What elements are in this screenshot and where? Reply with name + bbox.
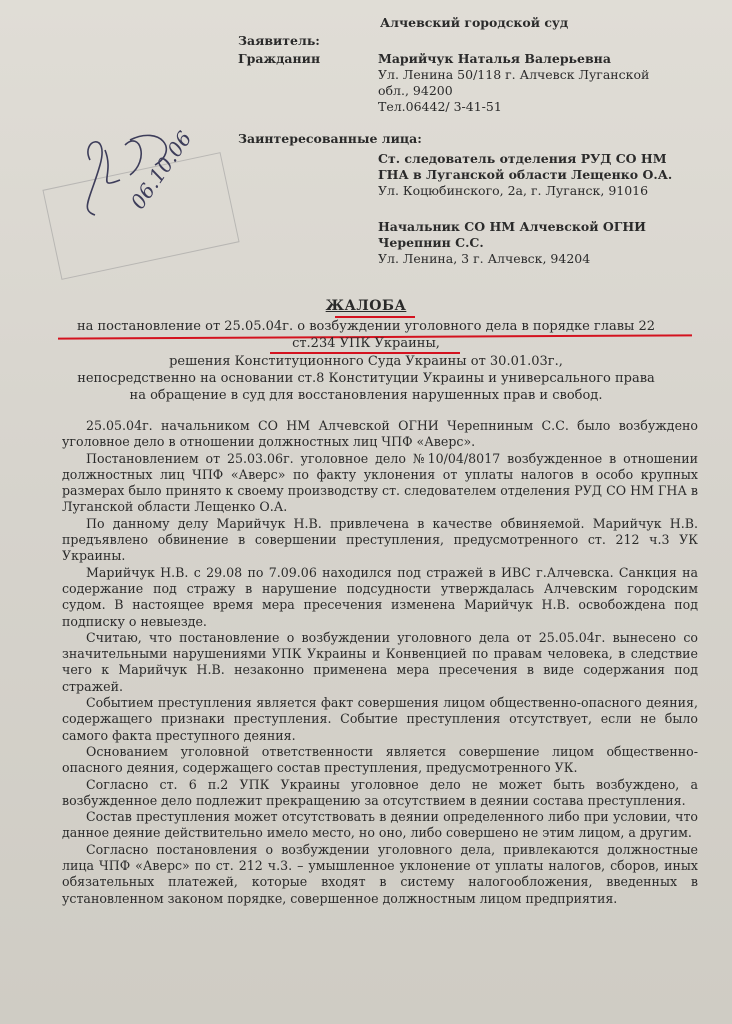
court-name: Алчевский городской суд: [380, 15, 569, 30]
party2-address: Ул. Ленина, 3 г. Алчевск, 94204: [378, 251, 591, 266]
party2-line2: Черепнин С.С.: [378, 235, 484, 250]
applicant-name: Марийчук Наталья Валерьевна: [378, 51, 611, 66]
applicant-address-line1: Ул. Ленина 50/118 г. Алчевск Луганской: [378, 67, 650, 82]
subtitle-line5: на обращение в суд для восстановления нарушенных прав и свобод.: [129, 388, 603, 403]
paragraph: Основанием уголовной ответственности является совершение лицом общественно-опасного деяния, содержащего состав преступления, предусмотренного УК.: [62, 743, 698, 776]
paragraph: Событием преступления является факт совершения лицом общественно-опасного деяния, содержащего признаки преступления. Событие преступления отсутствует, если не было самого факта преступного деяния.: [62, 695, 698, 743]
citizen-label: Гражданин: [238, 51, 321, 66]
paragraph: Согласно ст. 6 п.2 УПК Украины уголовное дело не может быть возбуждено, а возбужденное дело подлежит прекращению за отсутствием в деянии состава преступления.: [62, 776, 698, 808]
handwritten-signature: [70, 120, 210, 240]
paragraph: Состав преступления может отсутствовать в деянии определенного либо при условии, что данное деяние действительно имело место, но оно, либо совершено не этим лицом, а другим.: [62, 809, 698, 841]
party1-address: Ул. Коцюбинского, 2а, г. Луганск, 91016: [378, 183, 649, 198]
complaint-body: [62, 418, 698, 907]
paragraph: Постановлением от 25.03.06г. уголовное дело №10/04/8017 возбужденное в отношении должностных лиц ЧПФ «Аверс» по факту уклонения от уплаты налогов в особо крупных размерах было принято к своему производству ст. следователем отделения РУД СО НМ ГНА в Луганской области Лещенко О.А.: [62, 450, 698, 515]
subtitle-line4: непосредственно на основании ст.8 Конституции Украины и универсального права: [77, 371, 655, 386]
applicant-phone: Тел.06442/ 3-41-51: [378, 99, 502, 114]
paragraph: 25.05.04г. начальником СО НМ Алчевской ОГНИ Черепниным С.С. было возбуждено уголовное дело в отношении должностных лиц ЧПФ «Аверс».: [62, 418, 698, 450]
applicant-address-line2: обл., 94200: [378, 83, 453, 98]
party1-line1: Ст. следователь отделения РУД СО НМ: [378, 151, 667, 166]
signature-date: 06.10.06: [125, 126, 197, 214]
paragraph: Марийчук Н.В. с 29.08 по 7.09.06 находился под стражей в ИВС г.Алчевска. Санкция на содержание под стражу в нарушение подсудности утверждалась Алчевским городским судом. В настоящее время мера пресечения изменена Марийчук Н.В. освобождена под подписку о невыезде.: [62, 564, 698, 629]
applicant-label: Заявитель:: [238, 33, 320, 48]
subtitle-line3: решения Конституционного Суда Украины от 30.01.03г.,: [169, 354, 563, 369]
document-title: ЖАЛОБА: [325, 298, 407, 314]
paragraph: Считаю, что постановление о возбуждении уголовного дела от 25.05.04г. вынесено со значительными нарушениями УПК Украины и Конвенцией по правам человека, в следствие чего к Марийчук Н.В. незаконно применена мера пресечения в виде содержания под стражей.: [62, 629, 698, 694]
subtitle-line1: на постановление от 25.05.04г. о возбуждении уголовного дела в порядке главы 22: [76, 319, 656, 334]
paragraph: Согласно постановления о возбуждении уголовного дела, привлекаются должностные лица ЧПФ «Аверс» по ст. 212 ч.3. – умышленное уклонение от уплаты налогов, сборов, иных обязательных платежей, которые входят в систему налогообложения, введенных в установленном законом порядке, совершенное должностным лицом предприятия.: [62, 841, 698, 906]
party1-line2: ГНА в Луганской области Лещенко О.А.: [378, 167, 673, 182]
interested-parties-label: Заинтересованные лица:: [238, 131, 422, 146]
paragraph: По данному делу Марийчук Н.В. привлечена в качестве обвиняемой. Марийчук Н.В. предъявлено обвинение в совершении преступления, предусмотренного ст. 212 ч.3 УК Украины.: [62, 515, 698, 564]
subtitle-line2: ст.234 УПК Украины,: [292, 336, 440, 351]
party2-line1: Начальник СО НМ Алчевской ОГНИ: [378, 219, 646, 234]
